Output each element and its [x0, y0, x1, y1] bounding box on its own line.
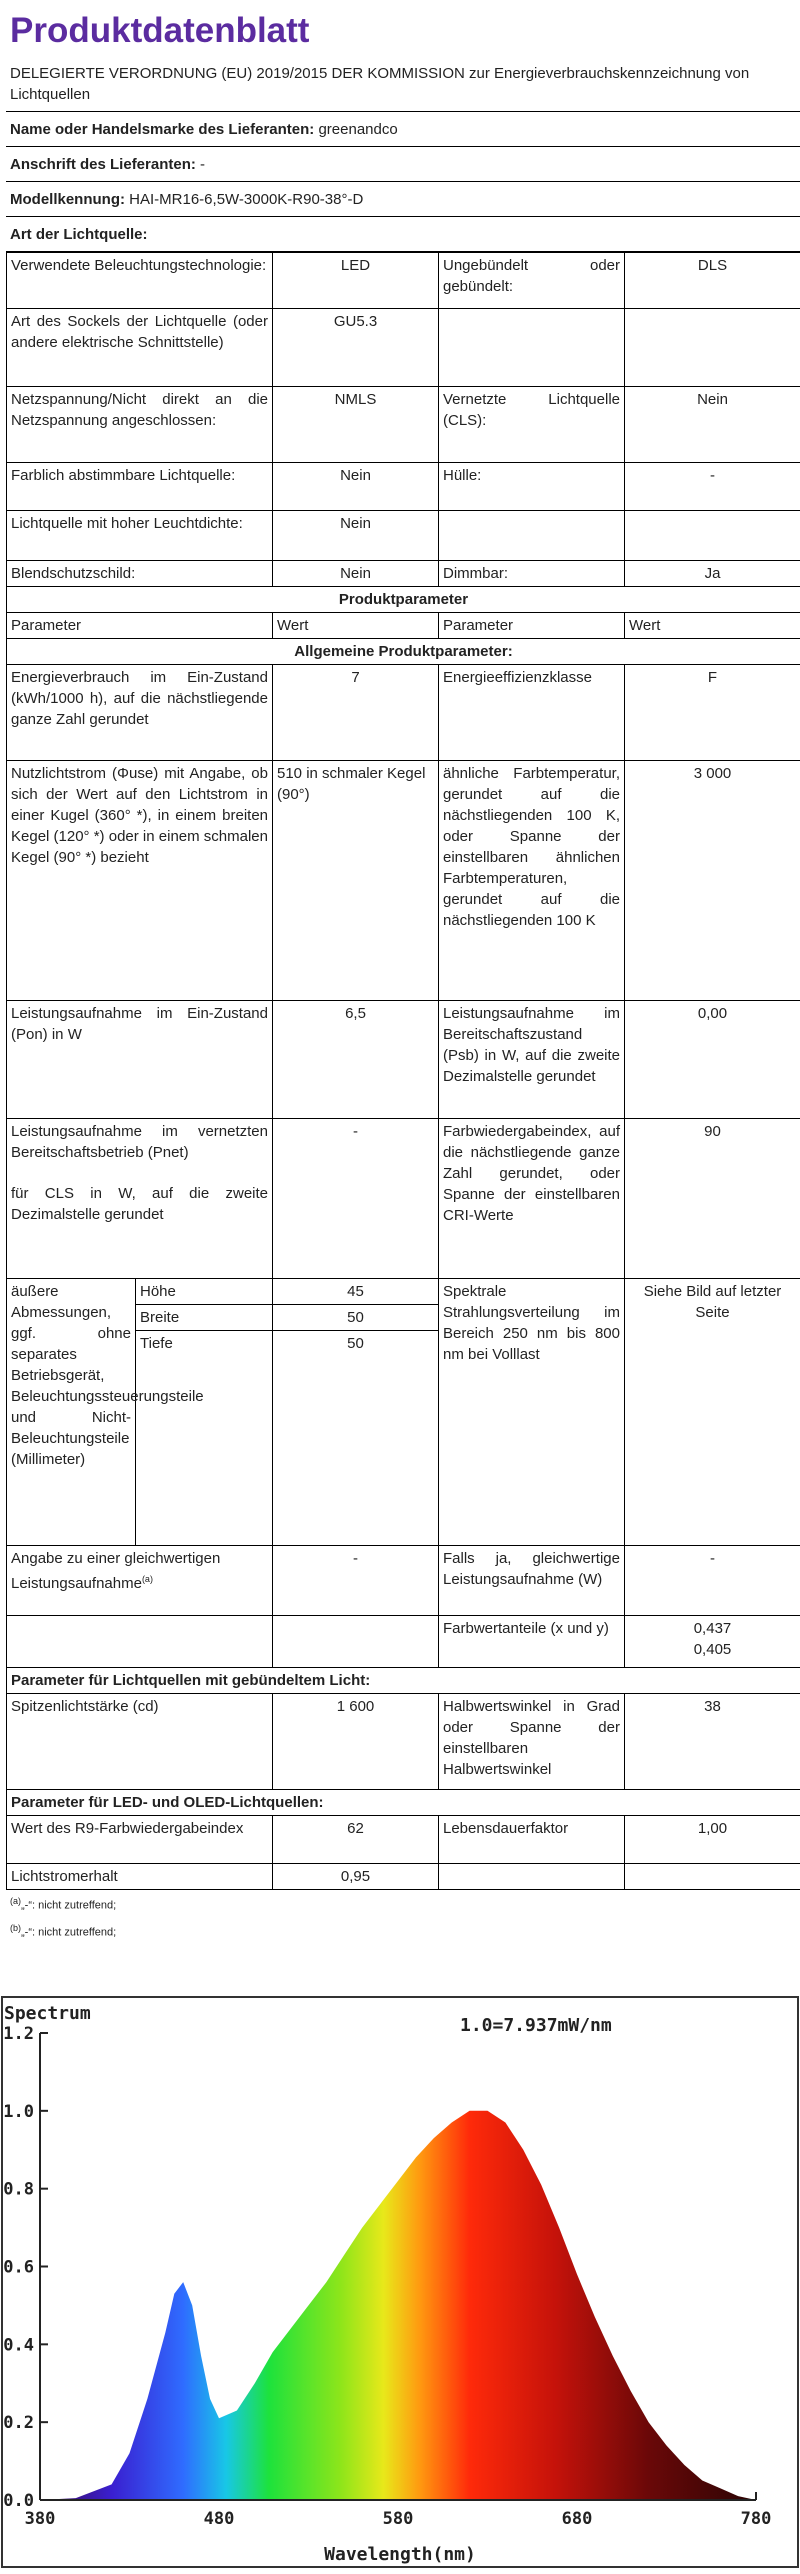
height-label: Höhe: [136, 1279, 272, 1305]
equiv2-value: -: [625, 1546, 800, 1616]
tech-label: Verwendete Beleuchtungstechnologie:: [7, 253, 273, 309]
width-value: 50: [273, 1305, 438, 1331]
y-tick-label: 0.2: [3, 2413, 34, 2433]
spectrum-chart: [0, 1995, 800, 2569]
pnet-label: Leistungsaufnahme im vernetzten Bereitschaftsbetrieb (Pnet) für CLS in W, auf die zweite Dezimalstelle gerundet: [7, 1119, 273, 1279]
dims-cell: [7, 1279, 273, 1546]
depth-value: 50: [273, 1331, 438, 1356]
flux-value: 510 in schmaler Kegel (90°): [273, 761, 439, 1001]
cri-label: Farbwiedergabeindex, auf die nächstliegende ganze Zahl gerundet, oder Spanne der einstellbaren CRI-Werte: [439, 1119, 625, 1279]
mains-value: NMLS: [273, 387, 439, 463]
x-tick-label: 380: [25, 2509, 56, 2529]
beam-label: Halbwertswinkel in Grad oder Spanne der einstellbaren Halbwertswinkel: [439, 1694, 625, 1790]
eclass-value: F: [625, 665, 800, 761]
envelope-label: Hülle:: [439, 463, 625, 511]
bundled-label: Ungebündelt oder gebündelt:: [439, 253, 625, 309]
footnote-b: $^{(b)}$„-“: nicht zutreffend;: [6, 1917, 800, 1944]
x-tick-label: 780: [741, 2509, 772, 2529]
socket-label: Art des Sockels der Lichtquelle (oder andere elektrische Schnittstelle): [7, 309, 273, 387]
spectral-value: Siehe Bild auf letzter Seite: [625, 1279, 800, 1546]
y-tick-label: 1.2: [3, 2024, 34, 2044]
supplier-row: [6, 112, 800, 147]
equiv2-label: Falls ja, gleichwertige Leistungsaufnahme (W): [439, 1546, 625, 1616]
pon-label: Leistungsaufnahme im Ein-Zustand (Pon) in W: [7, 1001, 273, 1119]
eclass-label: Energieeffizienzklasse: [439, 665, 625, 761]
chroma-value: 0,437 0,405: [625, 1616, 800, 1668]
peak-value: 1 600: [273, 1694, 439, 1790]
y-tick-label: 0.0: [3, 2491, 34, 2511]
equiv-value: -: [273, 1546, 439, 1616]
color-label: Farblich abstimmbare Lichtquelle:: [7, 463, 273, 511]
pon-value: 6,5: [273, 1001, 439, 1119]
bundled-value: DLS: [625, 253, 800, 309]
cls-label: Vernetzte Lichtquelle (CLS):: [439, 387, 625, 463]
energy-value: 7: [273, 665, 439, 761]
pnet-value: -: [273, 1119, 439, 1279]
model-row: [6, 182, 800, 217]
directional-header: Parameter für Lichtquellen mit gebündeltem Licht:: [7, 1668, 800, 1694]
maint-value: 0,95: [273, 1864, 439, 1890]
chart-annotation: 1.0=7.937mW/nm: [460, 2015, 612, 2036]
y-tick-label: 1.0: [3, 2102, 34, 2122]
cri-value: 90: [625, 1119, 800, 1279]
model-label: Modellkennung:: [10, 191, 125, 208]
led-header: Parameter für LED- und OLED-Lichtquellen:: [7, 1790, 800, 1816]
col-value-1: Wert: [273, 613, 439, 639]
mains-label: Netzspannung/Nicht direkt an die Netzspannung angeschlossen:: [7, 387, 273, 463]
height-value: 45: [273, 1279, 438, 1305]
regulation-subtitle: DELEGIERTE VERORDNUNG (EU) 2019/2015 DER KOMMISSION zur Energieverbrauchskennzeichnung von Lichtquellen: [10, 63, 800, 105]
energy-label: Energieverbrauch im Ein-Zustand (kWh/1000 h), auf die nächstliegende ganze Zahl gerundet: [7, 665, 273, 761]
dims-label: äußere Abmessungen, ggf. ohne separates Betriebsgerät, Beleuchtungssteuerungsteile und Nicht-Beleuchtungsteile (Millimeter): [7, 1279, 136, 1545]
y-tick-label: 0.6: [3, 2258, 34, 2278]
supplier-value: greenandco: [318, 121, 397, 138]
socket-value: GU5.3: [273, 309, 439, 387]
model-value: HAI-MR16-6,5W-3000K-R90-38°-D: [129, 191, 363, 208]
envelope-value: -: [625, 463, 800, 511]
footnote-a: $^{(a)}$„-“: nicht zutreffend;: [6, 1890, 800, 1917]
maint-label: Lichtstromerhalt: [7, 1864, 273, 1890]
supplier-label: Name oder Handelsmarke des Lieferanten:: [10, 121, 314, 138]
chart-title: Spectrum: [4, 2003, 91, 2024]
dim-value: Ja: [625, 561, 800, 587]
psb-label: Leistungsaufnahme im Bereitschaftszustand (Psb) in W, auf die zweite Dezimalstelle gerundet: [439, 1001, 625, 1119]
life-label: Lebensdauerfaktor: [439, 1816, 625, 1864]
address-label: Anschrift des Lieferanten:: [10, 156, 196, 173]
col-value-2: Wert: [625, 613, 800, 639]
address-row: [6, 147, 800, 182]
col-param-1: Parameter: [7, 613, 273, 639]
cct-value: 3 000: [625, 761, 800, 1001]
cls-value: Nein: [625, 387, 800, 463]
dims-values: [273, 1279, 439, 1546]
peak-label: Spitzenlichtstärke (cd): [7, 1694, 273, 1790]
x-tick-label: 480: [204, 2509, 235, 2529]
r9-value: 62: [273, 1816, 439, 1864]
hld-value: Nein: [273, 511, 439, 561]
hld-label: Lichtquelle mit hoher Leuchtdichte:: [7, 511, 273, 561]
y-tick-label: 0.4: [3, 2335, 34, 2355]
glare-label: Blendschutzschild:: [7, 561, 273, 587]
chroma-label: Farbwertanteile (x und y): [439, 1616, 625, 1668]
glare-value: Nein: [273, 561, 439, 587]
light-type-header: Art der Lichtquelle:: [6, 217, 800, 252]
psb-value: 0,00: [625, 1001, 800, 1119]
spectral-label: Spektrale Strahlungsverteilung im Bereich 250 nm bis 800 nm bei Volllast: [439, 1279, 625, 1546]
x-tick-label: 580: [383, 2509, 414, 2529]
address-value: -: [200, 156, 205, 173]
equiv-label: Angabe zu einer gleichwertigen Leistungsaufnahme$^{(a)}$: [7, 1546, 273, 1616]
col-param-2: Parameter: [439, 613, 625, 639]
cct-label: ähnliche Farbtemperatur, gerundet auf die nächstliegenden 100 K, oder Spanne der einstellbaren ähnlichen Farbtemperaturen, gerundet auf die nächstliegenden 100 K: [439, 761, 625, 1001]
tech-value: LED: [273, 253, 439, 309]
r9-label: Wert des R9-Farbwiedergabeindex: [7, 1816, 273, 1864]
y-tick-label: 0.8: [3, 2180, 34, 2200]
general-header: Allgemeine Produktparameter:: [7, 639, 800, 665]
depth-label: Tiefe: [136, 1331, 272, 1356]
width-label: Breite: [136, 1305, 272, 1331]
x-tick-label: 680: [562, 2509, 593, 2529]
dim-label: Dimmbar:: [439, 561, 625, 587]
light-type-table: [6, 252, 800, 1890]
spectrum-area: [40, 2111, 756, 2500]
page-title: Produktdatenblatt: [10, 8, 800, 53]
color-value: Nein: [273, 463, 439, 511]
flux-label: Nutzlichtstrom (Φuse) mit Angabe, ob sich der Wert auf den Lichtstrom in einer Kugel (360° *), in einem breiten Kegel (120° *) oder in einem schmalen Kegel (90° *) bezieht: [7, 761, 273, 1001]
spectrum-svg: [0, 1995, 800, 2569]
params-header: Produktparameter: [7, 587, 800, 613]
x-axis-label: Wavelength(nm): [324, 2544, 476, 2565]
beam-value: 38: [625, 1694, 800, 1790]
datasheet: [6, 0, 800, 1943]
life-value: 1,00: [625, 1816, 800, 1864]
